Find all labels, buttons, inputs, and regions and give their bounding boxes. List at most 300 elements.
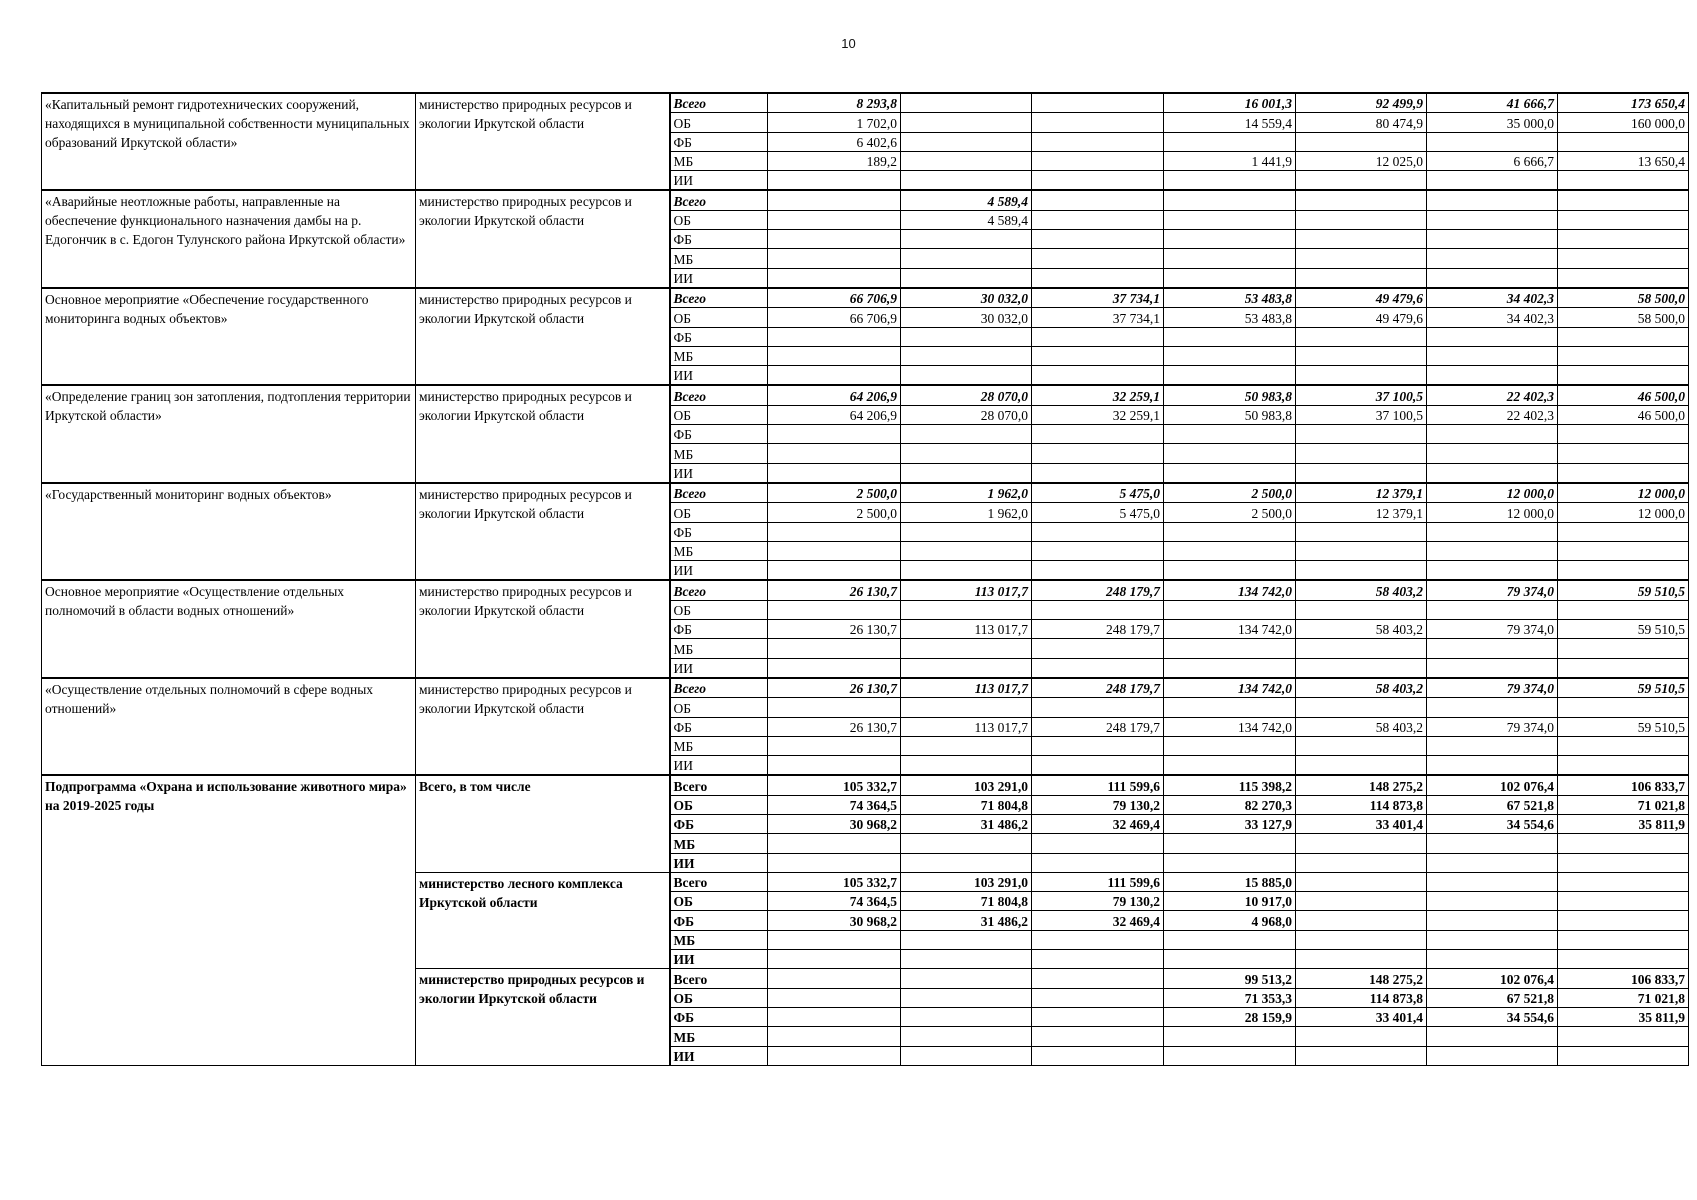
amount-cell: 80 474,9 <box>1296 113 1427 132</box>
amount-cell: 30 032,0 <box>901 308 1032 327</box>
amount-cell <box>901 366 1032 386</box>
responsible-executor: министерство природных ресурсов и экологии Иркутской области <box>416 580 670 677</box>
amount-cell <box>768 444 901 463</box>
amount-cell: 26 130,7 <box>768 678 901 698</box>
amount-cell <box>1427 522 1558 541</box>
amount-cell <box>1032 151 1164 170</box>
amount-cell <box>1427 892 1558 911</box>
amount-cell <box>901 988 1032 1007</box>
amount-cell <box>901 425 1032 444</box>
funding-source: Всего <box>670 288 768 308</box>
amount-cell <box>1032 444 1164 463</box>
amount-cell <box>1296 872 1427 891</box>
amount-cell <box>1164 541 1296 560</box>
amount-cell: 67 521,8 <box>1427 988 1558 1007</box>
amount-cell: 79 130,2 <box>1032 892 1164 911</box>
amount-cell <box>1427 561 1558 581</box>
amount-cell <box>901 327 1032 346</box>
amount-cell <box>1032 736 1164 755</box>
amount-cell <box>1164 327 1296 346</box>
amount-cell: 16 001,3 <box>1164 93 1296 113</box>
amount-cell: 50 983,8 <box>1164 385 1296 405</box>
amount-cell: 111 599,6 <box>1032 872 1164 891</box>
responsible-executor: министерство природных ресурсов и экологии Иркутской области <box>416 969 670 1065</box>
amount-cell: 58 403,2 <box>1296 717 1427 736</box>
funding-source: ИИ <box>670 268 768 288</box>
amount-cell <box>1032 834 1164 853</box>
responsible-executor: министерство природных ресурсов и экологии Иркутской области <box>416 190 670 287</box>
amount-cell <box>1164 853 1296 872</box>
amount-cell: 160 000,0 <box>1558 113 1689 132</box>
amount-cell <box>1427 930 1558 949</box>
amount-cell <box>1164 658 1296 678</box>
table-row <box>42 190 1689 210</box>
amount-cell: 113 017,7 <box>901 620 1032 639</box>
amount-cell <box>1164 249 1296 268</box>
amount-cell: 1 962,0 <box>901 483 1032 503</box>
funding-source: ФБ <box>670 522 768 541</box>
amount-cell: 134 742,0 <box>1164 717 1296 736</box>
responsible-executor: Всего, в том числе <box>416 775 670 872</box>
amount-cell: 114 873,8 <box>1296 988 1427 1007</box>
amount-cell <box>1296 463 1427 483</box>
funding-source: Всего <box>670 872 768 891</box>
amount-cell <box>768 600 901 619</box>
amount-cell: 53 483,8 <box>1164 288 1296 308</box>
amount-cell <box>1296 561 1427 581</box>
amount-cell: 5 475,0 <box>1032 503 1164 522</box>
amount-cell <box>1164 736 1296 755</box>
funding-source: ОБ <box>670 405 768 424</box>
amount-cell <box>1427 327 1558 346</box>
amount-cell: 14 559,4 <box>1164 113 1296 132</box>
amount-cell: 71 353,3 <box>1164 988 1296 1007</box>
amount-cell <box>1558 366 1689 386</box>
responsible-executor: министерство природных ресурсов и экологии Иркутской области <box>416 93 670 190</box>
funding-source: Всего <box>670 969 768 988</box>
amount-cell <box>768 1027 901 1046</box>
activity-title: Основное мероприятие «Обеспечение государственного мониторинга водных объектов» <box>42 288 416 385</box>
amount-cell <box>1427 268 1558 288</box>
amount-cell <box>1032 190 1164 210</box>
funding-table <box>41 92 1689 1066</box>
amount-cell <box>901 969 1032 988</box>
amount-cell <box>1558 756 1689 776</box>
funding-source: ИИ <box>670 1046 768 1065</box>
funding-source: ОБ <box>670 210 768 229</box>
amount-cell: 248 179,7 <box>1032 678 1164 698</box>
amount-cell <box>1164 930 1296 949</box>
amount-cell: 34 402,3 <box>1427 288 1558 308</box>
amount-cell <box>901 1046 1032 1065</box>
amount-cell <box>1164 698 1296 717</box>
amount-cell <box>768 930 901 949</box>
activity-title: «Осуществление отдельных полномочий в сфере водных отношений» <box>42 678 416 775</box>
amount-cell <box>1032 425 1164 444</box>
funding-source: ФБ <box>670 620 768 639</box>
amount-cell <box>901 230 1032 249</box>
amount-cell: 82 270,3 <box>1164 795 1296 814</box>
amount-cell <box>901 541 1032 560</box>
funding-source: ФБ <box>670 327 768 346</box>
amount-cell: 28 159,9 <box>1164 1007 1296 1026</box>
amount-cell: 12 000,0 <box>1427 483 1558 503</box>
amount-cell <box>1032 1046 1164 1065</box>
amount-cell <box>1558 950 1689 969</box>
amount-cell <box>1427 230 1558 249</box>
amount-cell: 35 811,9 <box>1558 814 1689 833</box>
amount-cell <box>768 171 901 191</box>
amount-cell <box>1164 522 1296 541</box>
amount-cell <box>1558 346 1689 365</box>
amount-cell <box>1032 639 1164 658</box>
amount-cell: 33 401,4 <box>1296 1007 1427 1026</box>
amount-cell: 148 275,2 <box>1296 775 1427 795</box>
amount-cell <box>1164 756 1296 776</box>
funding-source: ФБ <box>670 911 768 930</box>
amount-cell: 31 486,2 <box>901 814 1032 833</box>
amount-cell <box>1296 522 1427 541</box>
amount-cell: 64 206,9 <box>768 385 901 405</box>
amount-cell <box>1427 853 1558 872</box>
amount-cell: 111 599,6 <box>1032 775 1164 795</box>
amount-cell <box>1164 425 1296 444</box>
amount-cell <box>1558 911 1689 930</box>
amount-cell: 102 076,4 <box>1427 775 1558 795</box>
amount-cell <box>1296 756 1427 776</box>
amount-cell <box>901 853 1032 872</box>
amount-cell: 13 650,4 <box>1558 151 1689 170</box>
amount-cell <box>1427 190 1558 210</box>
amount-cell: 71 804,8 <box>901 795 1032 814</box>
amount-cell <box>1164 1046 1296 1065</box>
amount-cell <box>1032 366 1164 386</box>
amount-cell <box>1558 541 1689 560</box>
amount-cell <box>901 736 1032 755</box>
amount-cell <box>1164 463 1296 483</box>
amount-cell: 134 742,0 <box>1164 620 1296 639</box>
amount-cell: 59 510,5 <box>1558 678 1689 698</box>
amount-cell <box>1032 463 1164 483</box>
amount-cell <box>1296 834 1427 853</box>
amount-cell: 8 293,8 <box>768 93 901 113</box>
funding-source: ФБ <box>670 814 768 833</box>
amount-cell: 26 130,7 <box>768 717 901 736</box>
funding-source: МБ <box>670 736 768 755</box>
amount-cell <box>1032 541 1164 560</box>
amount-cell <box>1427 756 1558 776</box>
amount-cell <box>1558 171 1689 191</box>
amount-cell: 12 379,1 <box>1296 503 1427 522</box>
amount-cell: 79 374,0 <box>1427 580 1558 600</box>
amount-cell: 37 734,1 <box>1032 308 1164 327</box>
activity-title: «Капитальный ремонт гидротехнических сооружений, находящихся в муниципальной собственности муниципальных образований Иркутской области» <box>42 93 416 190</box>
table-row <box>42 385 1689 405</box>
amount-cell <box>768 268 901 288</box>
funding-source: МБ <box>670 151 768 170</box>
amount-cell <box>901 268 1032 288</box>
amount-cell: 1 702,0 <box>768 113 901 132</box>
amount-cell <box>1164 346 1296 365</box>
amount-cell: 34 402,3 <box>1427 308 1558 327</box>
amount-cell <box>1032 950 1164 969</box>
amount-cell: 22 402,3 <box>1427 405 1558 424</box>
funding-source: ИИ <box>670 463 768 483</box>
amount-cell <box>1296 346 1427 365</box>
amount-cell: 67 521,8 <box>1427 795 1558 814</box>
amount-cell <box>1427 639 1558 658</box>
amount-cell <box>1558 698 1689 717</box>
amount-cell: 6 666,7 <box>1427 151 1558 170</box>
amount-cell: 102 076,4 <box>1427 969 1558 988</box>
funding-source: ОБ <box>670 795 768 814</box>
amount-cell: 28 070,0 <box>901 405 1032 424</box>
amount-cell <box>768 1046 901 1065</box>
activity-title: «Государственный мониторинг водных объектов» <box>42 483 416 580</box>
amount-cell: 59 510,5 <box>1558 620 1689 639</box>
amount-cell: 5 475,0 <box>1032 483 1164 503</box>
funding-source: ФБ <box>670 425 768 444</box>
amount-cell <box>1558 522 1689 541</box>
amount-cell <box>768 834 901 853</box>
amount-cell <box>1427 366 1558 386</box>
amount-cell: 4 968,0 <box>1164 911 1296 930</box>
funding-source: Всего <box>670 775 768 795</box>
amount-cell <box>1427 600 1558 619</box>
amount-cell <box>768 853 901 872</box>
amount-cell: 30 968,2 <box>768 911 901 930</box>
amount-cell <box>901 522 1032 541</box>
amount-cell <box>768 950 901 969</box>
amount-cell: 35 000,0 <box>1427 113 1558 132</box>
amount-cell: 12 025,0 <box>1296 151 1427 170</box>
amount-cell <box>1296 1027 1427 1046</box>
amount-cell <box>1558 736 1689 755</box>
funding-source: Всего <box>670 678 768 698</box>
amount-cell <box>901 249 1032 268</box>
amount-cell: 103 291,0 <box>901 872 1032 891</box>
funding-source: ФБ <box>670 1007 768 1026</box>
amount-cell <box>901 444 1032 463</box>
amount-cell: 106 833,7 <box>1558 775 1689 795</box>
table-row <box>42 288 1689 308</box>
amount-cell <box>1296 541 1427 560</box>
amount-cell <box>1427 463 1558 483</box>
amount-cell: 10 917,0 <box>1164 892 1296 911</box>
amount-cell: 74 364,5 <box>768 892 901 911</box>
funding-source: МБ <box>670 541 768 560</box>
amount-cell: 46 500,0 <box>1558 385 1689 405</box>
amount-cell <box>1296 736 1427 755</box>
funding-source: ФБ <box>670 132 768 151</box>
funding-source: Всего <box>670 580 768 600</box>
amount-cell: 99 513,2 <box>1164 969 1296 988</box>
amount-cell <box>768 698 901 717</box>
amount-cell <box>1427 1027 1558 1046</box>
table-row <box>42 580 1689 600</box>
amount-cell: 79 374,0 <box>1427 620 1558 639</box>
amount-cell <box>1427 346 1558 365</box>
amount-cell: 248 179,7 <box>1032 580 1164 600</box>
amount-cell <box>1558 1027 1689 1046</box>
funding-source: ИИ <box>670 366 768 386</box>
amount-cell <box>768 756 901 776</box>
amount-cell <box>1032 230 1164 249</box>
amount-cell <box>1427 541 1558 560</box>
amount-cell: 134 742,0 <box>1164 580 1296 600</box>
amount-cell: 58 403,2 <box>1296 678 1427 698</box>
amount-cell: 15 885,0 <box>1164 872 1296 891</box>
amount-cell: 12 000,0 <box>1558 503 1689 522</box>
amount-cell: 33 401,4 <box>1296 814 1427 833</box>
amount-cell <box>768 425 901 444</box>
table-row <box>42 93 1689 113</box>
amount-cell <box>1296 425 1427 444</box>
amount-cell <box>1032 1007 1164 1026</box>
amount-cell <box>1427 834 1558 853</box>
amount-cell <box>1558 230 1689 249</box>
amount-cell <box>1558 327 1689 346</box>
amount-cell <box>1427 171 1558 191</box>
amount-cell <box>1164 171 1296 191</box>
amount-cell: 64 206,9 <box>768 405 901 424</box>
amount-cell: 41 666,7 <box>1427 93 1558 113</box>
amount-cell: 59 510,5 <box>1558 580 1689 600</box>
amount-cell <box>1296 190 1427 210</box>
amount-cell <box>1032 969 1164 988</box>
amount-cell <box>768 366 901 386</box>
amount-cell: 46 500,0 <box>1558 405 1689 424</box>
amount-cell <box>901 698 1032 717</box>
amount-cell <box>901 561 1032 581</box>
amount-cell <box>901 930 1032 949</box>
responsible-executor: министерство лесного комплекса Иркутской области <box>416 872 670 968</box>
responsible-executor: министерство природных ресурсов и экологии Иркутской области <box>416 288 670 385</box>
amount-cell <box>768 230 901 249</box>
amount-cell <box>1296 698 1427 717</box>
activity-title: «Определение границ зон затопления, подтопления территории Иркутской области» <box>42 385 416 482</box>
amount-cell <box>1296 171 1427 191</box>
amount-cell: 53 483,8 <box>1164 308 1296 327</box>
table-row <box>42 483 1689 503</box>
amount-cell <box>1296 639 1427 658</box>
amount-cell <box>901 639 1032 658</box>
amount-cell <box>901 463 1032 483</box>
amount-cell: 34 554,6 <box>1427 814 1558 833</box>
amount-cell: 50 983,8 <box>1164 405 1296 424</box>
amount-cell <box>901 950 1032 969</box>
amount-cell <box>1558 1046 1689 1065</box>
page-number: 10 <box>841 36 856 51</box>
amount-cell <box>768 346 901 365</box>
amount-cell: 58 403,2 <box>1296 580 1427 600</box>
amount-cell <box>901 1007 1032 1026</box>
amount-cell: 34 554,6 <box>1427 1007 1558 1026</box>
funding-source: ОБ <box>670 113 768 132</box>
amount-cell <box>1558 834 1689 853</box>
amount-cell <box>768 1007 901 1026</box>
funding-source: ОБ <box>670 988 768 1007</box>
amount-cell <box>1164 444 1296 463</box>
amount-cell <box>768 210 901 229</box>
amount-cell <box>1032 113 1164 132</box>
amount-cell <box>1032 988 1164 1007</box>
amount-cell <box>1558 425 1689 444</box>
amount-cell <box>1032 561 1164 581</box>
funding-source: ИИ <box>670 171 768 191</box>
amount-cell <box>1296 230 1427 249</box>
amount-cell <box>1427 950 1558 969</box>
amount-cell <box>901 834 1032 853</box>
amount-cell <box>1164 132 1296 151</box>
amount-cell: 248 179,7 <box>1032 620 1164 639</box>
amount-cell: 79 130,2 <box>1032 795 1164 814</box>
funding-source: Всего <box>670 190 768 210</box>
amount-cell: 32 469,4 <box>1032 911 1164 930</box>
amount-cell <box>1296 366 1427 386</box>
amount-cell <box>1558 268 1689 288</box>
amount-cell <box>1296 600 1427 619</box>
amount-cell: 103 291,0 <box>901 775 1032 795</box>
amount-cell <box>1032 1027 1164 1046</box>
funding-source: ФБ <box>670 717 768 736</box>
amount-cell <box>1296 892 1427 911</box>
amount-cell <box>1032 658 1164 678</box>
amount-cell <box>1164 190 1296 210</box>
funding-source: ИИ <box>670 853 768 872</box>
responsible-executor: министерство природных ресурсов и экологии Иркутской области <box>416 483 670 580</box>
amount-cell: 115 398,2 <box>1164 775 1296 795</box>
amount-cell: 2 500,0 <box>768 503 901 522</box>
amount-cell <box>1032 853 1164 872</box>
amount-cell: 106 833,7 <box>1558 969 1689 988</box>
amount-cell: 71 804,8 <box>901 892 1032 911</box>
amount-cell <box>1427 425 1558 444</box>
amount-cell <box>1296 853 1427 872</box>
amount-cell: 49 479,6 <box>1296 308 1427 327</box>
amount-cell: 30 032,0 <box>901 288 1032 308</box>
amount-cell <box>1427 210 1558 229</box>
amount-cell <box>1558 930 1689 949</box>
amount-cell: 4 589,4 <box>901 190 1032 210</box>
amount-cell: 2 500,0 <box>768 483 901 503</box>
amount-cell: 26 130,7 <box>768 620 901 639</box>
amount-cell <box>1427 911 1558 930</box>
amount-cell <box>1558 210 1689 229</box>
amount-cell: 12 000,0 <box>1558 483 1689 503</box>
funding-source: Всего <box>670 385 768 405</box>
amount-cell <box>1558 444 1689 463</box>
activity-title: Основное мероприятие «Осуществление отдельных полномочий в области водных отношений» <box>42 580 416 677</box>
amount-cell: 58 403,2 <box>1296 620 1427 639</box>
amount-cell <box>1032 698 1164 717</box>
amount-cell <box>1164 1027 1296 1046</box>
funding-source: ИИ <box>670 950 768 969</box>
amount-cell: 173 650,4 <box>1558 93 1689 113</box>
funding-source: ИИ <box>670 658 768 678</box>
amount-cell: 32 259,1 <box>1032 385 1164 405</box>
amount-cell: 22 402,3 <box>1427 385 1558 405</box>
funding-source: МБ <box>670 249 768 268</box>
amount-cell: 33 127,9 <box>1164 814 1296 833</box>
funding-source: Всего <box>670 93 768 113</box>
amount-cell: 74 364,5 <box>768 795 901 814</box>
amount-cell <box>1427 249 1558 268</box>
amount-cell <box>1164 268 1296 288</box>
amount-cell: 66 706,9 <box>768 308 901 327</box>
amount-cell: 26 130,7 <box>768 580 901 600</box>
funding-source: МБ <box>670 346 768 365</box>
